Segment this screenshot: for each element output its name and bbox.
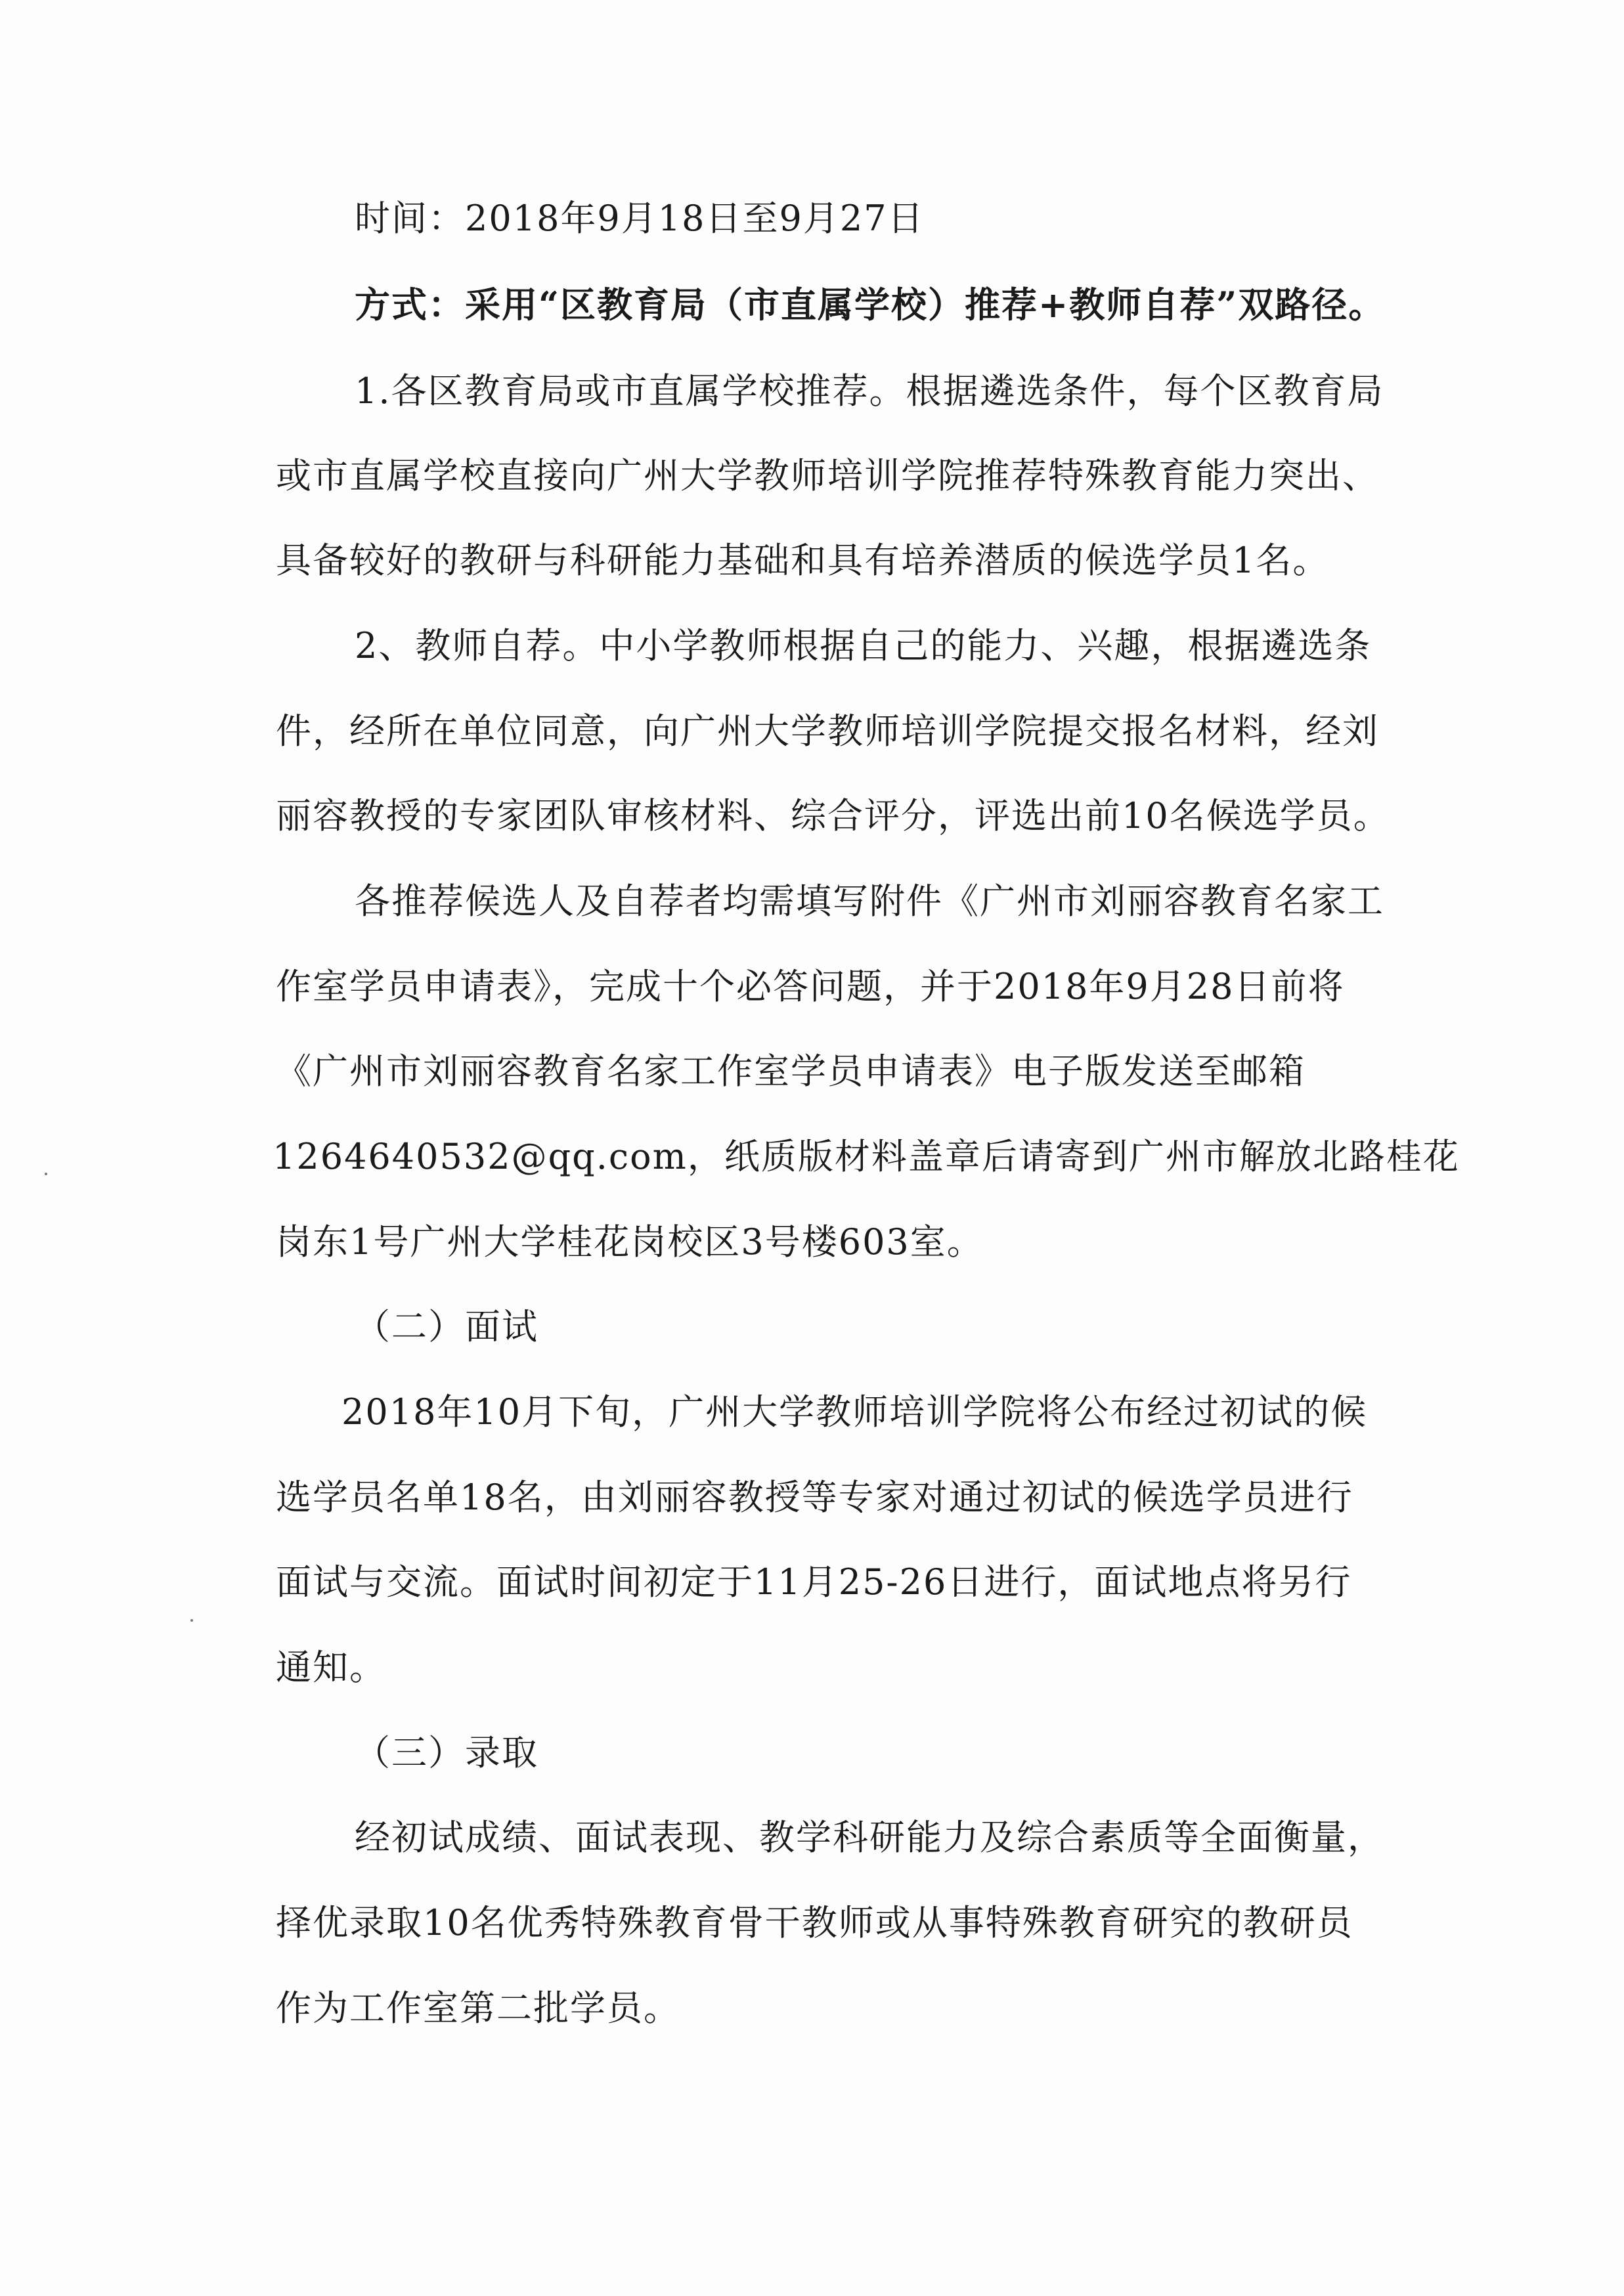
paragraph-line: 《广州市刘丽容教育名家工作室学员申请表》电子版发送至邮箱 [276,1051,1306,1092]
scan-speck [190,1619,193,1622]
paragraph-line: 件，经所在单位同意，向广州大学教师培训学院提交报名材料，经刘 [276,710,1379,752]
paragraph-line: 经初试成绩、面试表现、教学科研能力及综合素质等全面衡量， [355,1817,1384,1858]
paragraph-line: 或市直属学校直接向广州大学教师培训学院推荐特殊教育能力突出、 [276,455,1379,496]
section-heading-admission: （三）录取 [355,1732,538,1773]
paragraph-line: 2018年10月下旬，广州大学教师培训学院将公布经过初试的候 [341,1391,1368,1433]
paragraph-line: 通知。 [276,1647,386,1688]
paragraph-line: 作为工作室第二批学员。 [276,1987,680,2029]
paragraph-line: 2、教师自荐。中小学教师根据自己的能力、兴趣，根据遴选条 [355,625,1372,666]
paragraph-line: 选学员名单18名，由刘丽容教授等专家对通过初试的候选学员进行 [276,1477,1353,1518]
paragraph-line: 1.各区教育局或市直属学校推荐。根据遴选条件，每个区教育局 [355,370,1384,412]
paragraph-line: 丽容教授的专家团队审核材料、综合评分，评选出前10名候选学员。 [276,795,1390,836]
paragraph-line: 各推荐候选人及自荐者均需填写附件《广州市刘丽容教育名家工 [355,880,1384,922]
paragraph-line: 面试与交流。面试时间初定于11月25-26日进行，面试地点将另行 [276,1561,1352,1603]
paragraph-line: 具备较好的教研与科研能力基础和具有培养潜质的候选学员1名。 [276,540,1330,581]
scan-speck [45,1173,47,1175]
paragraph-line: 作室学员申请表》，完成十个必答问题，并于2018年9月28日前将 [276,966,1345,1007]
paragraph-line: 1264640532@qq.com，纸质版材料盖章后请寄到广州市解放北路桂花 [273,1136,1460,1177]
paragraph-line: 择优录取10名优秀特殊教育骨干教师或从事特殊教育研究的教研员 [276,1902,1353,1943]
time-line: 时间：2018年9月18日至9月27日 [355,198,925,239]
paragraph-line: 岗东1号广州大学桂花岗校区3号楼603室。 [276,1221,984,1263]
section-heading-interview: （二）面试 [355,1306,538,1347]
method-line: 方式：采用“区教育局（市直属学校）推荐+教师自荐”双路径。 [355,284,1386,326]
